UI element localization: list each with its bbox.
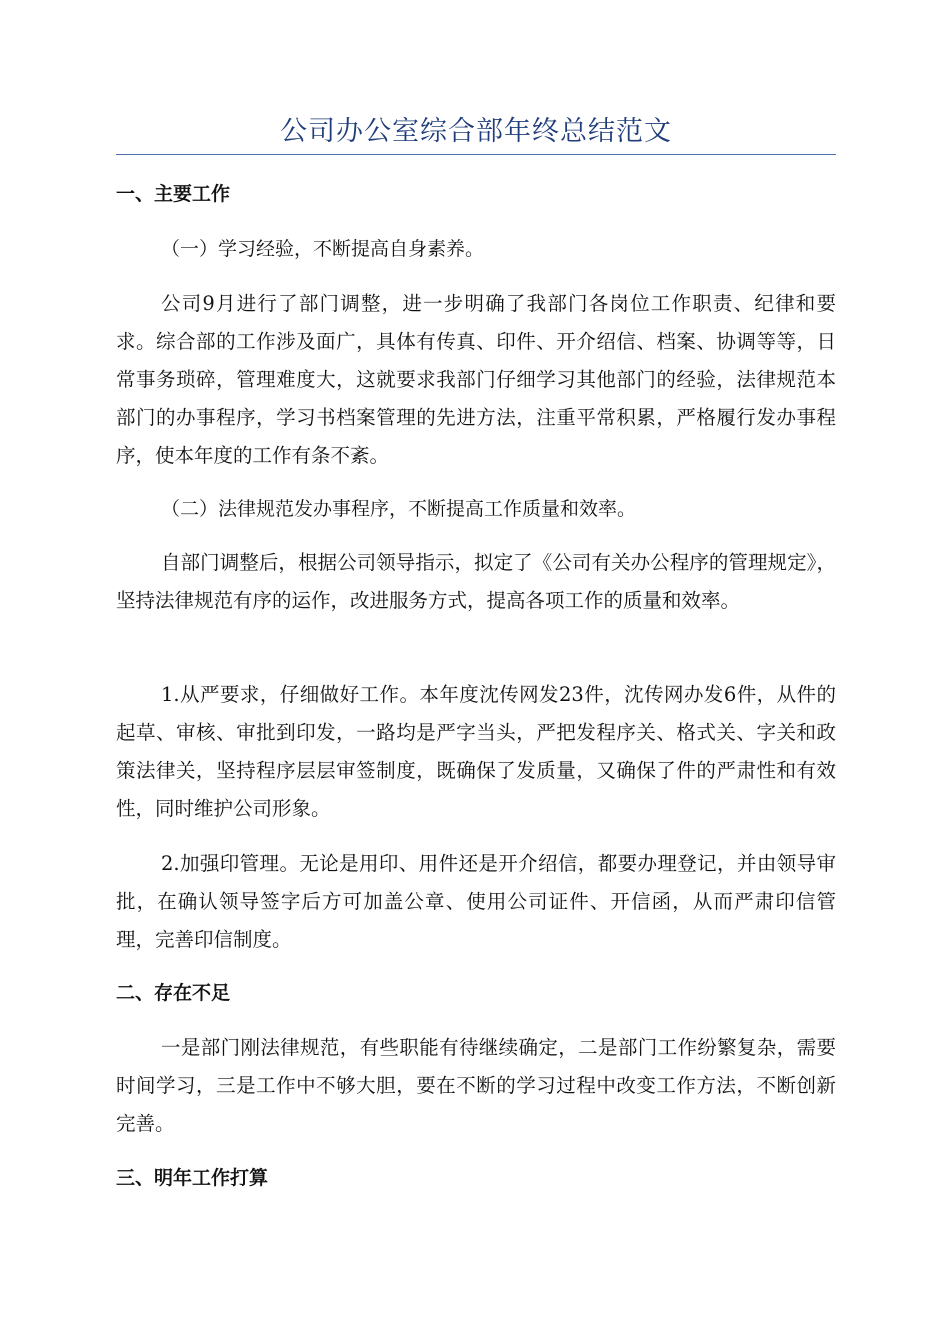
document-title: 公司办公室综合部年终总结范文 xyxy=(280,116,672,147)
title-underline xyxy=(116,154,836,155)
paragraph-item-seal-management: 2.加强印管理。无论是用印、用件还是开介绍信，都要办理登记，并由领导审批，在确认领导签字后方可加盖公章、使用公司证件、开信函，从而严肃印信管理，完善印信制度。 xyxy=(116,852,836,951)
subheading-procedures: （二）法律规范发办事程序，不断提高工作质量和效率。 xyxy=(161,498,637,520)
section-heading-main-work: 一、主要工作 xyxy=(116,183,231,205)
paragraph-item-strict-requirements: 1.从严要求，仔细做好工作。本年度沈传网发23件，沈传网办发6件，从件的起草、审核、审批到印发，一路均是严字当头，严把发程序关、格式关、字关和政策法律关，坚持程序层层审签制度，既确保了发质量，又确保了件的严肃性和有效性，同时维护公司形象。 xyxy=(116,683,836,820)
paragraph-management-rules: 自部门调整后，根据公司领导指示，拟定了《公司有关办公程序的管理规定》，坚持法律规范有序的运作，改进服务方式，提高各项工作的质量和效率。 xyxy=(116,551,836,612)
subheading-learning: （一）学习经验，不断提高自身素养。 xyxy=(161,238,485,260)
paragraph-shortcomings: 一是部门刚法律规范，有些职能有待继续确定，二是部门工作纷繁复杂，需要时间学习，三是工作中不够大胆，要在不断的学习过程中改变工作方法，不断创新完善。 xyxy=(116,1036,836,1135)
paragraph-department-adjustment: 公司9月进行了部门调整，进一步明确了我部门各岗位工作职责、纪律和要求。综合部的工作涉及面广，具体有传真、印件、开介绍信、档案、协调等等，日常事务琐碎，管理难度大，这就要求我部门仔细学习其他部门的经验，法律规范本部门的办事程序，学习书档案管理的先进方法，注重平常积累，严格履行发办事程序，使本年度的工作有条不紊。 xyxy=(116,292,836,467)
section-heading-shortcomings: 二、存在不足 xyxy=(116,982,231,1004)
section-heading-next-year-plan: 三、明年工作打算 xyxy=(116,1167,269,1189)
